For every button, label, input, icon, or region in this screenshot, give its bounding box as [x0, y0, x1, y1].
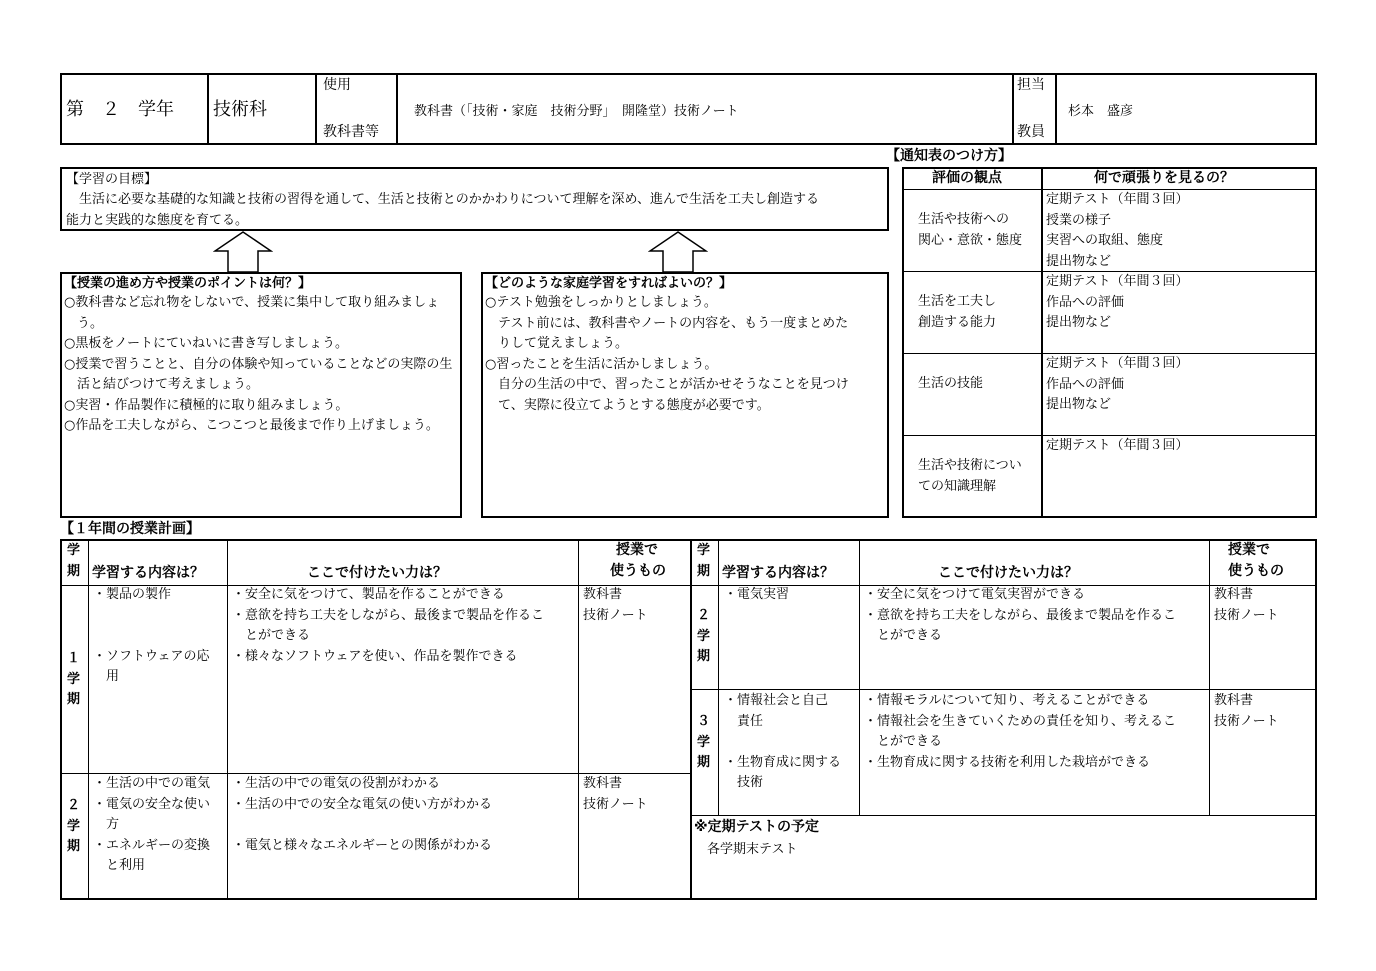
goal-line: 能力と実践的な態度を育てる。 [66, 212, 249, 228]
home-study-title: 【どのような家庭学習をすればよいの？】 [485, 276, 733, 291]
home-study-line: りして覚えましょう。 [485, 336, 629, 351]
content-cell: ・生活の中での電気 ・電気の安全な使い 方 ・エネルギーの変換 と利用 [93, 776, 211, 873]
term-header: 学 期 [697, 543, 711, 579]
content-header: 学習する内容は？ [722, 565, 834, 581]
textbook-label-top: 使用 [323, 77, 351, 93]
content-cell: ・電気実習 [724, 587, 790, 602]
goal-text [66, 190, 819, 231]
test-schedule-title: ※定期テストの予定 [694, 819, 820, 835]
home-study-line: て、実際に役立てようとする態度が必要です。 [485, 397, 770, 413]
term-header: 学 期 [67, 543, 81, 579]
textbook-label-bottom: 教科書等 [323, 124, 379, 140]
skills-cell: ・情報モラルについて知り、考えることができる ・情報社会を生きていくための責任を知り、考えるこ とができる ・生物育成に関する技術を利用した栽培ができる [864, 693, 1177, 770]
evaluation-title: 【通知表のつけ方】 [886, 148, 1012, 164]
viewpoint-cell: 生活を工夫し 創造する能力 [918, 294, 997, 330]
subject-label: 技術科 [213, 99, 267, 120]
up-arrow-right-icon [648, 231, 708, 273]
home-study-line: テスト前には、教科書やノートの内容を、もう一度まとめた [485, 315, 849, 331]
viewpoint-cell: 生活や技術につい ての知識理解 [918, 458, 1022, 494]
skills-cell: ・安全に気をつけて、製品を作ることができる ・意欲を持ち工夫をしながら、最後まで製品を作るこ とができる ・様々なソフトウェアを使い、作品を製作できる [232, 587, 545, 664]
term-cell: ２ 学 期 [67, 798, 81, 854]
content-cell: ・情報社会と自己 責任 ・生物育成に関する 技術 [724, 693, 842, 790]
test-schedule-text: 各学期末テスト [694, 842, 798, 857]
materials-cell: 教科書 技術ノート [583, 587, 648, 623]
materials-cell: 教科書 技術ノート [1214, 693, 1279, 729]
home-study-line: 自分の生活の中で、習ったことが活かせそうなことを見つけ [485, 377, 849, 392]
grade-label: 第 ２ 学年 [66, 99, 174, 120]
what-cell: 定期テスト（年間３回） 作品への評価 提出物など [1046, 274, 1189, 330]
viewpoint-cell: 生活や技術への 関心・意欲・態度 [918, 212, 1023, 248]
materials-header: 授業で 使うもの [1228, 542, 1284, 579]
list-item: ○黒板をノートにていねいに書き写しましょう。 [64, 336, 348, 351]
teacher-label-top: 担当 [1017, 77, 1045, 93]
up-arrow-left-icon [213, 231, 273, 273]
goal-title: 【学習の目標】 [66, 172, 158, 187]
home-study-text [485, 293, 849, 416]
teacher-label-bottom: 教員 [1017, 124, 1045, 140]
col-viewpoint-header: 評価の観点 [932, 170, 1002, 186]
goal-line: 生活に必要な基礎的な知識と技術の習得を通して、生活と技術とのかかわりについて理解を深め、進んで生活を工夫し創造する [66, 192, 819, 207]
skills-cell: ・生活の中での電気の役割がわかる ・生活の中での安全な電気の使い方がわかる ・電気と様々なエネルギーとの関係がわかる [232, 776, 493, 853]
skills-header: ここで付けたい力は？ [938, 565, 1078, 581]
content-cell: ・製品の製作 ・ソフトウェアの応 用 [93, 587, 210, 684]
textbook-text: 教科書（「技術・家庭 技術分野」 開隆堂）技術ノート [414, 104, 739, 119]
list-item: ○教科書など忘れ物をしないで、授業に集中して取り組みましょう。 [64, 295, 440, 331]
list-item: ○授業で習うことと、自分の体験や知っていることなどの実際の生活と結びつけて考えましょう。 [64, 356, 453, 392]
what-cell: 定期テスト（年間３回） [1046, 438, 1189, 453]
what-cell: 定期テスト（年間３回） 作品への評価 提出物など [1046, 356, 1189, 412]
lesson-points-list [64, 293, 458, 437]
teacher-name: 杉本 盛彦 [1068, 104, 1134, 119]
what-cell: 定期テスト（年間３回） 授業の様子 実習への取組、態度 提出物など [1046, 192, 1189, 269]
materials-cell: 教科書 技術ノート [1214, 587, 1279, 623]
home-study-line: ○テスト勉強をしっかりとしましょう。 [485, 295, 717, 310]
lesson-points-title: 【授業の進め方や授業のポイントは何？】 [64, 276, 312, 291]
plan-title: 【１年間の授業計画】 [60, 521, 200, 537]
term-cell: ３ 学 期 [697, 714, 711, 770]
list-item: ○作品を工夫しながら、こつこつと最後まで作り上げましょう。 [64, 418, 439, 433]
list-item: ○実習・作品製作に積極的に取り組みましょう。 [64, 397, 349, 413]
materials-cell: 教科書 技術ノート [583, 776, 648, 812]
materials-header: 授業で 使うもの [610, 542, 666, 579]
col-what-header: 何で頑張りを見るの？ [1094, 170, 1234, 186]
term-cell: ２ 学 期 [697, 608, 711, 664]
skills-cell: ・安全に気をつけて電気実習ができる ・意欲を持ち工夫をしながら、最後まで製品を作るこ とができる [864, 587, 1177, 643]
skills-header: ここで付けたい力は？ [307, 565, 447, 581]
term-cell: １ 学 期 [67, 651, 81, 707]
viewpoint-cell: 生活の技能 [918, 376, 984, 391]
home-study-line: ○習ったことを生活に活かしましょう。 [485, 356, 718, 372]
content-header: 学習する内容は？ [92, 565, 204, 581]
